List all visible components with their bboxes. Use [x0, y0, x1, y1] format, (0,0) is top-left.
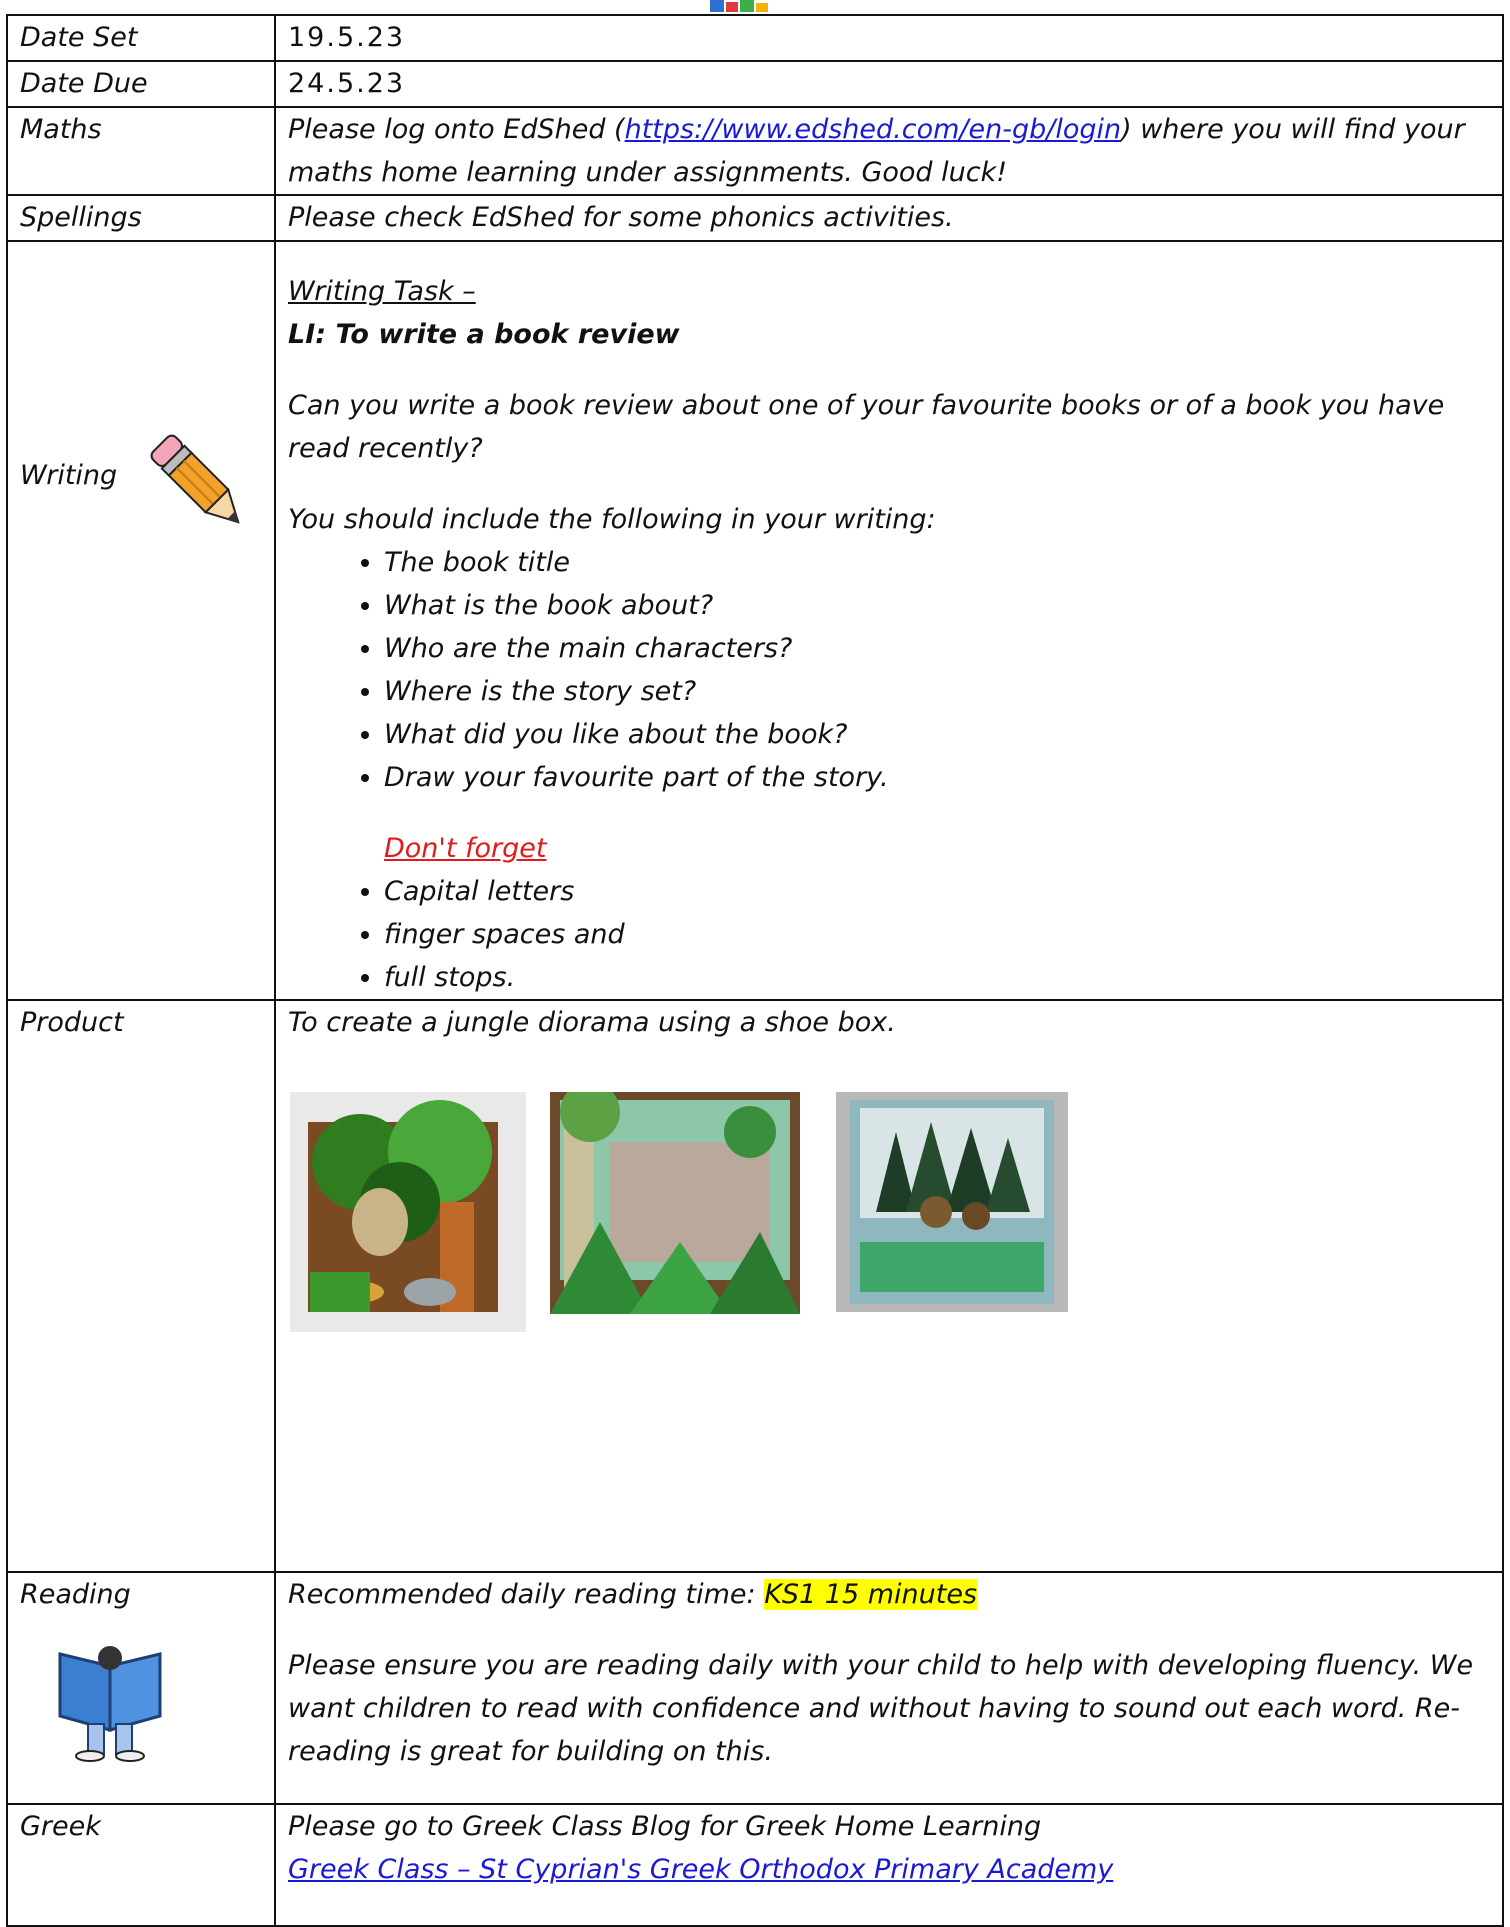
spacer: [288, 356, 1490, 384]
row-spellings: [7, 195, 1503, 241]
product-content: [275, 1000, 1503, 1572]
reading-content: [275, 1572, 1503, 1804]
maths-text-after: ) where you will find your maths home learning under assignments. Good luck!: [288, 114, 1465, 188]
spacer: [288, 799, 1490, 827]
date-due-label: Date Due: [7, 61, 275, 107]
greek-class-blog-link[interactable]: Greek Class – St Cyprian's Greek Orthodox Primary Academy: [288, 1854, 1114, 1885]
home-learning-table: [6, 14, 1504, 1927]
include-list: [288, 541, 1490, 799]
list-item: • What did you like about the book?: [384, 713, 1490, 756]
maths-label: Maths: [7, 107, 275, 195]
jungle-diorama-photo: [836, 1092, 1068, 1312]
jungle-diorama-photo: [290, 1092, 526, 1332]
maths-content: [275, 107, 1503, 195]
list-item: • full stops.: [384, 956, 1490, 999]
include-intro: You should include the following in your writing:: [288, 504, 936, 535]
list-item: • Who are the main characters?: [384, 627, 1490, 670]
spacer: [288, 242, 1490, 270]
reading-time-value: KS1 15 minutes: [764, 1579, 978, 1610]
row-date-due: [7, 61, 1503, 107]
spacer: [288, 470, 1490, 498]
product-label: Product: [7, 1000, 275, 1572]
writing-content: [275, 241, 1503, 1000]
row-maths: [7, 107, 1503, 195]
list-item: • Draw your favourite part of the story.: [384, 756, 1490, 799]
date-due-value: 24.5.23: [275, 61, 1503, 107]
diorama-photos: [288, 1092, 1490, 1332]
reading-label-cell: [7, 1572, 275, 1804]
writing-task-heading: Writing Task –: [288, 276, 476, 307]
reading-time-label: Recommended daily reading time:: [288, 1579, 765, 1610]
learning-intention: LI: To write a book review: [288, 319, 680, 350]
writing-label-cell: [7, 241, 275, 1000]
date-set-value: 19.5.23: [275, 15, 1503, 61]
writing-label: Writing: [20, 460, 118, 491]
greek-text: Please go to Greek Class Blog for Greek Home Learning: [288, 1811, 1042, 1842]
reading-body: Please ensure you are reading daily with your child to help with developing fluency. We want children to read with confidence and without having to sound out each word. Re-reading is great for building on this.: [288, 1650, 1474, 1767]
row-date-set: [7, 15, 1503, 61]
edshed-login-link[interactable]: https://www.edshed.com/en-gb/login: [624, 114, 1122, 145]
row-writing: [7, 241, 1503, 1000]
list-item: • finger spaces and: [384, 913, 1490, 956]
row-reading: [7, 1572, 1503, 1804]
spellings-text: Please check EdShed for some phonics activities.: [275, 195, 1503, 241]
spellings-label: Spellings: [7, 195, 275, 241]
spacer: [288, 1616, 1490, 1644]
row-greek: [7, 1804, 1503, 1926]
list-item: • The book title: [384, 541, 1490, 584]
header-logo-fragment: [690, 0, 810, 14]
greek-content: [275, 1804, 1503, 1926]
maths-text-before: Please log onto EdShed (: [288, 114, 625, 145]
product-text: To create a jungle diorama using a shoe box.: [288, 1007, 896, 1038]
reading-child-icon: [40, 1644, 180, 1762]
writing-intro: Can you write a book review about one of your favourite books or of a book you have read recently?: [288, 390, 1445, 464]
dont-forget-heading: Don't forget: [384, 833, 547, 864]
date-set-label: Date Set: [7, 15, 275, 61]
reading-label: Reading: [20, 1579, 131, 1610]
list-item: • What is the book about?: [384, 584, 1490, 627]
list-item: • Where is the story set?: [384, 670, 1490, 713]
reminder-list: [288, 870, 1490, 999]
greek-label: Greek: [7, 1804, 275, 1926]
pencil-icon: [150, 434, 250, 534]
list-item: • Capital letters: [384, 870, 1490, 913]
jungle-diorama-photo: [550, 1092, 800, 1314]
row-product: [7, 1000, 1503, 1572]
